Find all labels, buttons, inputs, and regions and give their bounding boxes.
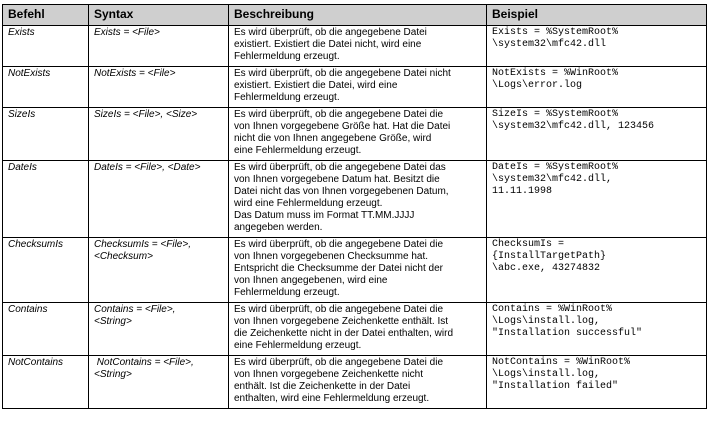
cell-beispiel: NotExists = %WinRoot% \Logs\error.log	[487, 67, 707, 108]
cell-beschreibung: Es wird überprüft, ob die angegebene Datei die von Ihnen vorgegebene Größe hat. Hat die Datei nicht die von Ihnen angegebene Größe, wird eine Fehlermeldung erzeugt.	[229, 108, 487, 161]
table-row	[3, 108, 707, 161]
cell-beispiel: ChecksumIs = {InstallTargetPath} \abc.exe, 43274832	[487, 238, 707, 303]
cell-beschreibung: Es wird überprüft, ob die angegebene Datei existiert. Existiert die Datei nicht, wird eine Fehlermeldung erzeugt.	[229, 26, 487, 67]
header-befehl: Befehl	[3, 5, 89, 26]
cell-syntax: ChecksumIs = <File>, <Checksum>	[89, 238, 229, 303]
cell-beispiel: NotContains = %WinRoot% \Logs\install.log, "Installation failed"	[487, 356, 707, 409]
cell-beispiel: SizeIs = %SystemRoot% \system32\mfc42.dll, 123456	[487, 108, 707, 161]
cell-beschreibung: Es wird überprüft, ob die angegebene Datei die von Ihnen vorgegebenen Checksumme hat. Entspricht die Checksumme der Datei nicht der von Ihnen angegebenen, wird eine Fehlermeldung erzeugt.	[229, 238, 487, 303]
cell-syntax: DateIs = <File>, <Date>	[89, 161, 229, 238]
header-beispiel: Beispiel	[487, 5, 707, 26]
cell-syntax: Contains = <File>, <String>	[89, 303, 229, 356]
cell-syntax: SizeIs = <File>, <Size>	[89, 108, 229, 161]
cell-beschreibung: Es wird überprüft, ob die angegebene Datei nicht existiert. Existiert die Datei, wird eine Fehlermeldung erzeugt.	[229, 67, 487, 108]
cell-beispiel: Contains = %WinRoot% \Logs\install.log, "Installation successful"	[487, 303, 707, 356]
cell-befehl: NotContains	[3, 356, 89, 409]
table-row	[3, 238, 707, 303]
cell-befehl: Contains	[3, 303, 89, 356]
table-row	[3, 161, 707, 238]
cell-befehl: Exists	[3, 26, 89, 67]
header-syntax: Syntax	[89, 5, 229, 26]
header-beschreibung: Beschreibung	[229, 5, 487, 26]
table-body	[3, 26, 707, 409]
cell-beispiel: DateIs = %SystemRoot% \system32\mfc42.dll, 11.11.1998	[487, 161, 707, 238]
cell-befehl: NotExists	[3, 67, 89, 108]
header-row	[3, 5, 707, 26]
cell-befehl: ChecksumIs	[3, 238, 89, 303]
cell-syntax: NotExists = <File>	[89, 67, 229, 108]
table-row	[3, 26, 707, 67]
cell-syntax: NotContains = <File>, <String>	[89, 356, 229, 409]
cell-syntax: Exists = <File>	[89, 26, 229, 67]
command-reference-table	[2, 4, 707, 409]
cell-befehl: SizeIs	[3, 108, 89, 161]
table-row	[3, 303, 707, 356]
cell-beschreibung: Es wird überprüft, ob die angegebene Datei die von Ihnen vorgegebene Zeichenkette enthält. Ist die Zeichenkette nicht in der Datei enthalten, wird eine Fehlermeldung erzeugt.	[229, 303, 487, 356]
cell-befehl: DateIs	[3, 161, 89, 238]
cell-beschreibung: Es wird überprüft, ob die angegebene Datei die von Ihnen vorgegebene Zeichenkette nicht enthält. Ist die Zeichenkette in der Datei enthalten, wird eine Fehlermeldung erzeugt.	[229, 356, 487, 409]
table-row	[3, 67, 707, 108]
cell-beispiel: Exists = %SystemRoot% \system32\mfc42.dll	[487, 26, 707, 67]
table-row	[3, 356, 707, 409]
cell-beschreibung: Es wird überprüft, ob die angegebene Datei das von Ihnen vorgegebene Datum hat. Besitzt die Datei nicht das von Ihnen vorgegebenen Datum, wird eine Fehlermeldung erzeugt. Das Datum muss im Format TT.MM.JJJJ angegeben werden.	[229, 161, 487, 238]
table-header	[3, 5, 707, 26]
